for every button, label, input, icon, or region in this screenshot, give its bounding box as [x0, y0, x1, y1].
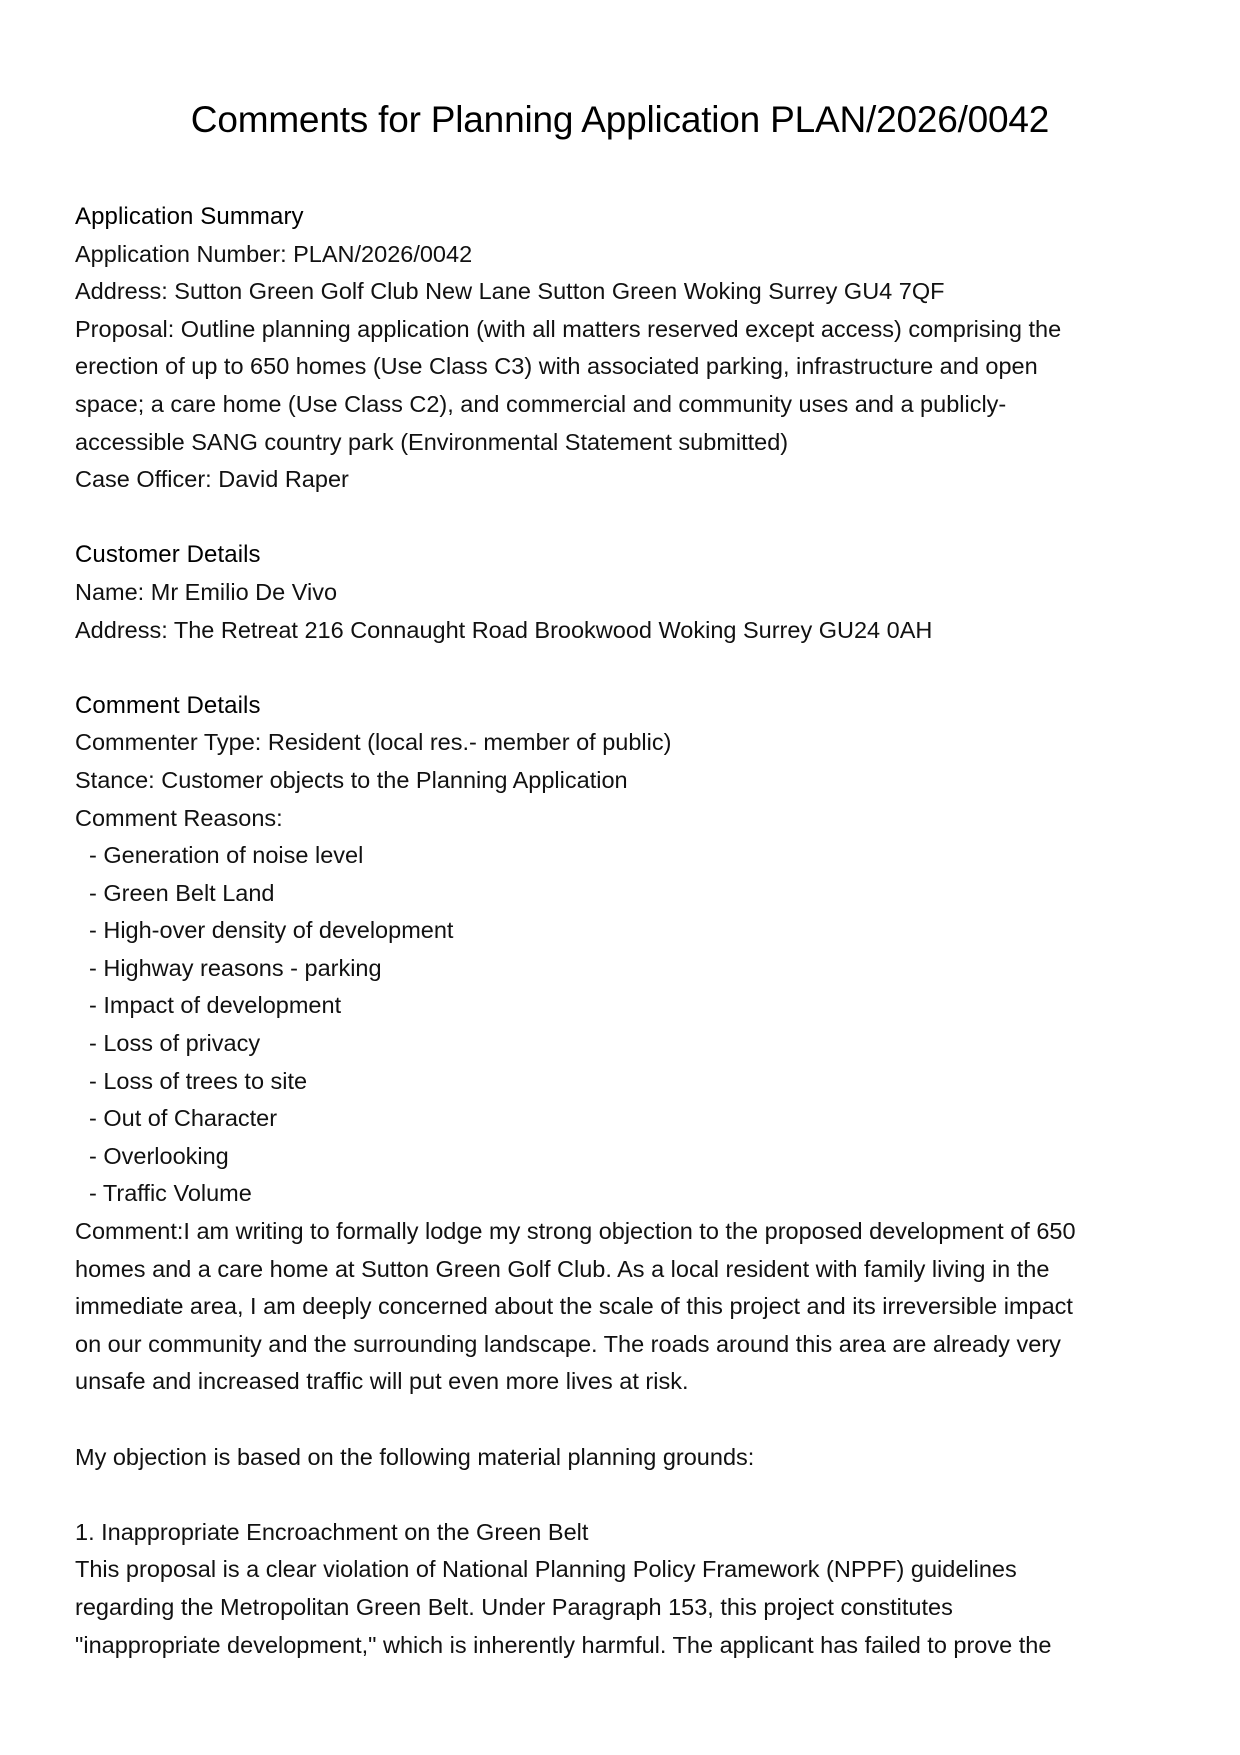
ground-1-line: regarding the Metropolitan Green Belt. Under Paragraph 153, this project constitutes [75, 1593, 953, 1620]
ground-1-line: This proposal is a clear violation of National Planning Policy Framework (NPPF) guidelines [75, 1556, 1017, 1583]
comment-reasons-label: Comment Reasons: [75, 804, 283, 831]
comment-reason-item: - Out of Character [89, 1105, 278, 1132]
comment-line: unsafe and increased traffic will put even more lives at risk. [75, 1368, 689, 1395]
comment-reason-item: - Loss of trees to site [89, 1067, 308, 1094]
application-summary-heading: Application Summary [75, 203, 304, 230]
comment-line: homes and a care home at Sutton Green Golf Club. As a local resident with family living in the [75, 1255, 1050, 1282]
comment-reason-item: - Overlooking [89, 1142, 229, 1169]
stance: Stance: Customer objects to the Planning Application [75, 766, 628, 793]
section-gap [75, 649, 1165, 687]
grounds-intro: My objection is based on the following material planning grounds: [75, 1443, 755, 1470]
paragraph-gap [75, 1401, 1165, 1439]
customer-name: Name: Mr Emilio De Vivo [75, 578, 338, 605]
paragraph-gap [75, 1476, 1165, 1514]
case-officer: Case Officer: David Raper [75, 466, 349, 493]
document-body [75, 198, 1165, 1664]
application-summary-section [75, 198, 1165, 499]
comment-line: on our community and the surrounding landscape. The roads around this area are already very [75, 1330, 1061, 1357]
comment-reason-item: - Traffic Volume [89, 1180, 252, 1207]
commenter-type: Commenter Type: Resident (local res.- member of public) [75, 729, 672, 756]
comment-line: Comment:I am writing to formally lodge my strong objection to the proposed development of 650 [75, 1218, 1076, 1245]
comment-reason-item: - High-over density of development [89, 917, 454, 944]
customer-details-heading: Customer Details [75, 541, 261, 569]
proposal-line: space; a care home (Use Class C2), and commercial and community uses and a publicly- [75, 390, 1007, 417]
comment-line: immediate area, I am deeply concerned about the scale of this project and its irreversible impact [75, 1293, 1073, 1320]
comment-reason-item: - Impact of development [89, 992, 342, 1019]
ground-1-text [75, 1551, 1165, 1664]
proposal-line: Proposal: Outline planning application (with all matters reserved except access) comprising the [75, 315, 1062, 342]
comment-details-section [75, 687, 1165, 1664]
comment-reason-item: - Loss of privacy [89, 1030, 261, 1057]
ground-1-title: 1. Inappropriate Encroachment on the Green Belt [75, 1518, 589, 1545]
document-title: Comments for Planning Application PLAN/2026/0042 [190, 99, 1050, 140]
comment-details-heading: Comment Details [75, 691, 261, 719]
application-number: Application Number: PLAN/2026/0042 [75, 240, 473, 267]
comment-reason-item: - Generation of noise level [89, 842, 364, 869]
comment-text [75, 1213, 1165, 1401]
customer-address: Address: The Retreat 216 Connaught Road Brookwood Woking Surrey GU24 0AH [75, 616, 933, 643]
comment-reason-item: - Green Belt Land [89, 879, 275, 906]
section-gap [75, 499, 1165, 537]
application-address: Address: Sutton Green Golf Club New Lane Sutton Green Woking Surrey GU4 7QF [75, 278, 945, 305]
ground-1-line: "inappropriate development," which is inherently harmful. The applicant has failed to prove the [75, 1631, 1052, 1658]
comment-reasons-list [75, 837, 1165, 1213]
customer-details-section [75, 536, 1165, 649]
proposal-line: accessible SANG country park (Environmental Statement submitted) [75, 428, 789, 455]
comment-reason-item: - Highway reasons - parking [89, 954, 382, 981]
proposal-line: erection of up to 650 homes (Use Class C3) with associated parking, infrastructure and open [75, 353, 1038, 380]
